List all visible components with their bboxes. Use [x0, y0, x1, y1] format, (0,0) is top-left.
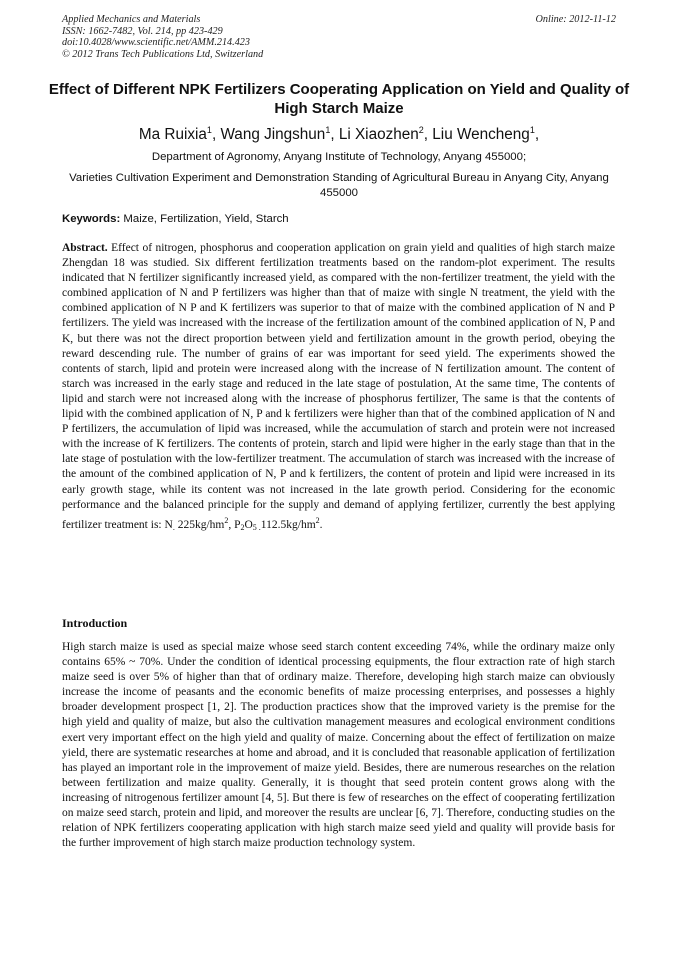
abstract-p: , P	[228, 518, 241, 531]
abstract-subscript: .	[172, 522, 175, 532]
author-separator: ,	[534, 126, 540, 144]
copyright-line: © 2012 Trans Tech Publications Ltd, Switzerland	[62, 48, 264, 60]
paper-title: Effect of Different NPK Fertilizers Cooperating Application on Yield and Quality of High Starch Maize	[48, 81, 630, 117]
author-separator: ,	[211, 126, 221, 144]
author-affiliation-mark: 1	[529, 125, 535, 135]
abstract-superscript: 2	[315, 515, 320, 525]
abstract-text: Effect of nitrogen, phosphorus and cooperation application on grain yield and qualities of high starch maize Zhengdan 18 was studied. Six different fertilization treatments based on the random-plot experiment. The results indicated that N fertilizer significantly increased yield, as compared with the non-fertilizer treatment, the yield with the combined application of N and P fertilizers was higher than that of maize with single N treatment, the yield with the combined application of N P and K fertilizers was superior to that of maize with the combined application of N and P fertilizers. The yield was increased with the increase of the fertilization amount of the combined application of N, P and K, but there was not the direct proportion between yield and fertilization amount in the growth period, obeying the reward descending rule. The number of grains of ear was important for seed yield. The experiments showed the contents of starch, lipid and protein were increased along with the increase of N fertilization amount. The content of starch was increased in the early stage and reduced in the late stage of postulation, At the same time, The contents of lipid and starch were not increased along with the increase of phosphorus fertilizer, The same is that the contents of lipid with the combined application of N, P and k fertilizers were higher than that of the combined application of N and P fertilizers, the accumulation of lipid was increased, while the accumulation of starch and protein were not increased with the increase of K fertilizers. The contents of protein, starch and lipid were higher in the early stage than that in the late stage of postulation with the low-fertilizer treatment. The accumulation of starch was increased with the increase of the amount of the combined application of N, P and k fertilizers, the content of protein and lipid were increased in its early growth stage, while its content was not increased in the late growth period. Considering for the economic performance and the balanced principle for the supply and demand of applying fertilizer, currently the best applying fertilizer treatment is: N	[62, 242, 616, 531]
author-name: Li Xiaozhen	[338, 126, 419, 144]
author-name: Wang Jingshun	[220, 126, 326, 144]
abstract-end: .	[319, 518, 323, 531]
issn-line: ISSN: 1662-7482, Vol. 214, pp 423-429	[62, 25, 223, 37]
abstract-o: O	[244, 518, 253, 531]
abstract-n-rate: 225kg/hm	[174, 518, 225, 531]
abstract-label: Abstract.	[62, 242, 108, 254]
author-affiliation-mark: 1	[325, 125, 331, 135]
author-separator: ,	[330, 126, 339, 144]
abstract-p-rate: 112.5kg/hm	[260, 518, 316, 531]
author-affiliation-mark: 1	[206, 125, 212, 135]
introduction-paragraph: High starch maize is used as special maize whose seed starch content exceeding 74%, while the ordinary maize only contains 65% ~ 70%. Under the condition of identical processing equipments, the flour extraction rate of high starch maize seed is over 5% of higher than that of ordinary maize. Therefore, developing high starch maize can obviously increase the income of peasants and the economic benefits of maize processing enterprises, and possesses a highly broader development prospect [1, 2]. The production practices show that the improved variety is the premise for the high yield and quality of maize, but also the cultivation management measures and ecological environment conditions exert very important effect on the high yield and quality of maize. Concerning about the effect of fertilization on maize yield, there are systematic researches at home and abroad, and it is concluded that reasonable application of fertilization has played an important role in the improvement of maize yield. Besides, there are numerous researches on the relation between fertilization and maize quality. Generally, it is thought that seed protein content grows along with the increasing of nitrogenous fertilizer amount [4, 5]. But there is few of researches on the effect of cooperating fertilization on maize seed starch, protein and lipid, and moreover the results are unclear [6, 7]. Therefore, conducting studies on the relation of NPK fertilizers cooperating application with high starch maize seed yield and quality will provide basis for the further improvement of high starch maize production technology system.	[62, 641, 615, 850]
author-name: Liu Wencheng	[432, 126, 530, 144]
online-date: Online: 2012-11-12	[535, 14, 616, 25]
journal-name: Applied Mechanics and Materials	[62, 14, 201, 25]
author-list	[40, 121, 638, 144]
author-separator: ,	[423, 126, 433, 144]
affiliation-2: Varieties Cultivation Experiment and Demonstration Standing of Agricultural Bureau in Anyang City, Anyang 455000	[69, 172, 609, 199]
abstract-subscript: 5 .	[252, 522, 261, 532]
author-name: Ma Ruixia	[138, 126, 207, 144]
doi-line[interactable]: doi:10.4028/www.scientific.net/AMM.214.423	[62, 37, 250, 49]
author-affiliation-mark: 2	[418, 125, 424, 135]
keywords-list: Maize, Fertilization, Yield, Starch	[123, 213, 289, 225]
abstract-paragraph	[62, 241, 615, 535]
affiliation-1: Department of Agronomy, Anyang Institute of Technology, Anyang 455000;	[151, 151, 527, 163]
section-heading-introduction: Introduction	[62, 616, 128, 630]
keywords-line	[62, 212, 616, 227]
keywords-label: Keywords:	[62, 213, 121, 225]
abstract-superscript: 2	[224, 515, 229, 525]
journal-header	[62, 14, 616, 60]
abstract-subscript: 2	[240, 522, 245, 532]
